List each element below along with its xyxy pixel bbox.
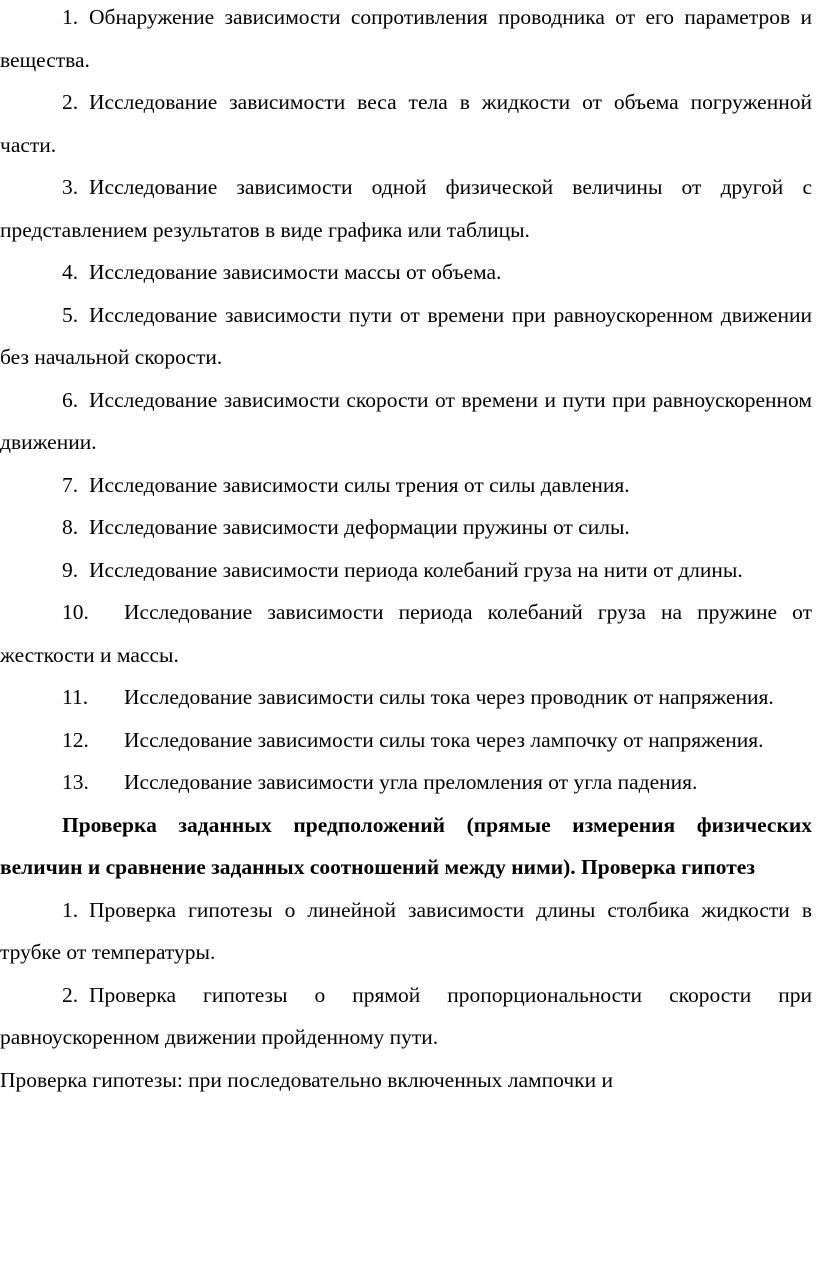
list-item-text: Проверка гипотезы о прямой пропорциональности скорости при равноускоренном движении пройденному пути. — [0, 982, 812, 1049]
list-item-text: Исследование зависимости силы трения от силы давления. — [89, 472, 630, 497]
list-item-text: Исследование зависимости веса тела в жидкости от объема погруженной части. — [0, 90, 812, 157]
list-item — [0, 549, 812, 592]
list-item — [0, 761, 812, 804]
list-item — [0, 81, 812, 166]
list-item-number: 12. — [62, 727, 89, 752]
list-hypotheses — [0, 889, 812, 1059]
list-item — [0, 591, 812, 676]
list-item-text: Исследование зависимости одной физической величины от другой с представлением результатов в виде графика или таблицы. — [0, 175, 812, 242]
list-item — [0, 294, 812, 379]
list-item-text: Исследование зависимости силы тока через проводник от напряжения. — [124, 685, 774, 709]
section-heading: Проверка заданных предположений (прямые измерения физических величин и сравнение заданных соотношений между ними). Проверка гипотез — [0, 812, 812, 879]
list-item-text: Исследование зависимости деформации пружины от силы. — [89, 515, 630, 539]
list-item-number: 2. — [62, 90, 79, 114]
list-item-text: Исследование зависимости периода колебаний груза на пружине от жесткости и массы. — [0, 600, 812, 667]
list-item-text: Исследование зависимости массы от объема. — [89, 260, 502, 284]
list-item-text: Исследование зависимости скорости от времени и пути при равноускоренном движении. — [0, 387, 812, 454]
list-item-number: 2. — [62, 982, 79, 1007]
list-item-number: 1. — [62, 5, 79, 29]
list-item-text: Обнаружение зависимости сопротивления проводника от его параметров и вещества. — [0, 5, 812, 72]
paragraph-text: Проверка гипотезы: при последовательно включенных лампочки и — [0, 1067, 614, 1092]
list-item — [0, 719, 812, 762]
list-item-text: Исследование зависимости периода колебаний груза на нити от длины. — [89, 557, 743, 582]
list-item-number: 6. — [62, 387, 79, 412]
list-item — [0, 464, 812, 507]
list-item-number: 1. — [62, 897, 79, 922]
list-item-number: 4. — [62, 260, 79, 284]
list-item-number: 7. — [62, 472, 79, 497]
list-item-text: Исследование зависимости силы тока через лампочку от напряжения. — [124, 727, 764, 752]
list-item-number: 13. — [62, 770, 89, 794]
list-item-number: 11. — [62, 685, 89, 709]
list-item-number: 3. — [62, 175, 79, 199]
list-item — [0, 889, 812, 974]
list-item — [0, 379, 812, 464]
list-item — [0, 251, 812, 294]
list-item — [0, 506, 812, 549]
list-item — [0, 676, 812, 719]
list-item — [0, 0, 812, 81]
list-item-number: 10. — [62, 600, 89, 624]
list-item-text: Исследование зависимости пути от времени при равноускоренном движении без начальной скорости. — [0, 302, 812, 369]
list-item — [0, 166, 812, 251]
list-item-text: Проверка гипотезы о линейной зависимости длины столбика жидкости в трубке от температуры. — [0, 897, 812, 964]
list-item-number: 9. — [62, 557, 79, 582]
list-item — [0, 974, 812, 1059]
list-item-number: 5. — [62, 302, 79, 327]
list-item-number: 8. — [62, 515, 79, 539]
list-item-text: Исследование зависимости угла преломления от угла падения. — [124, 770, 698, 794]
